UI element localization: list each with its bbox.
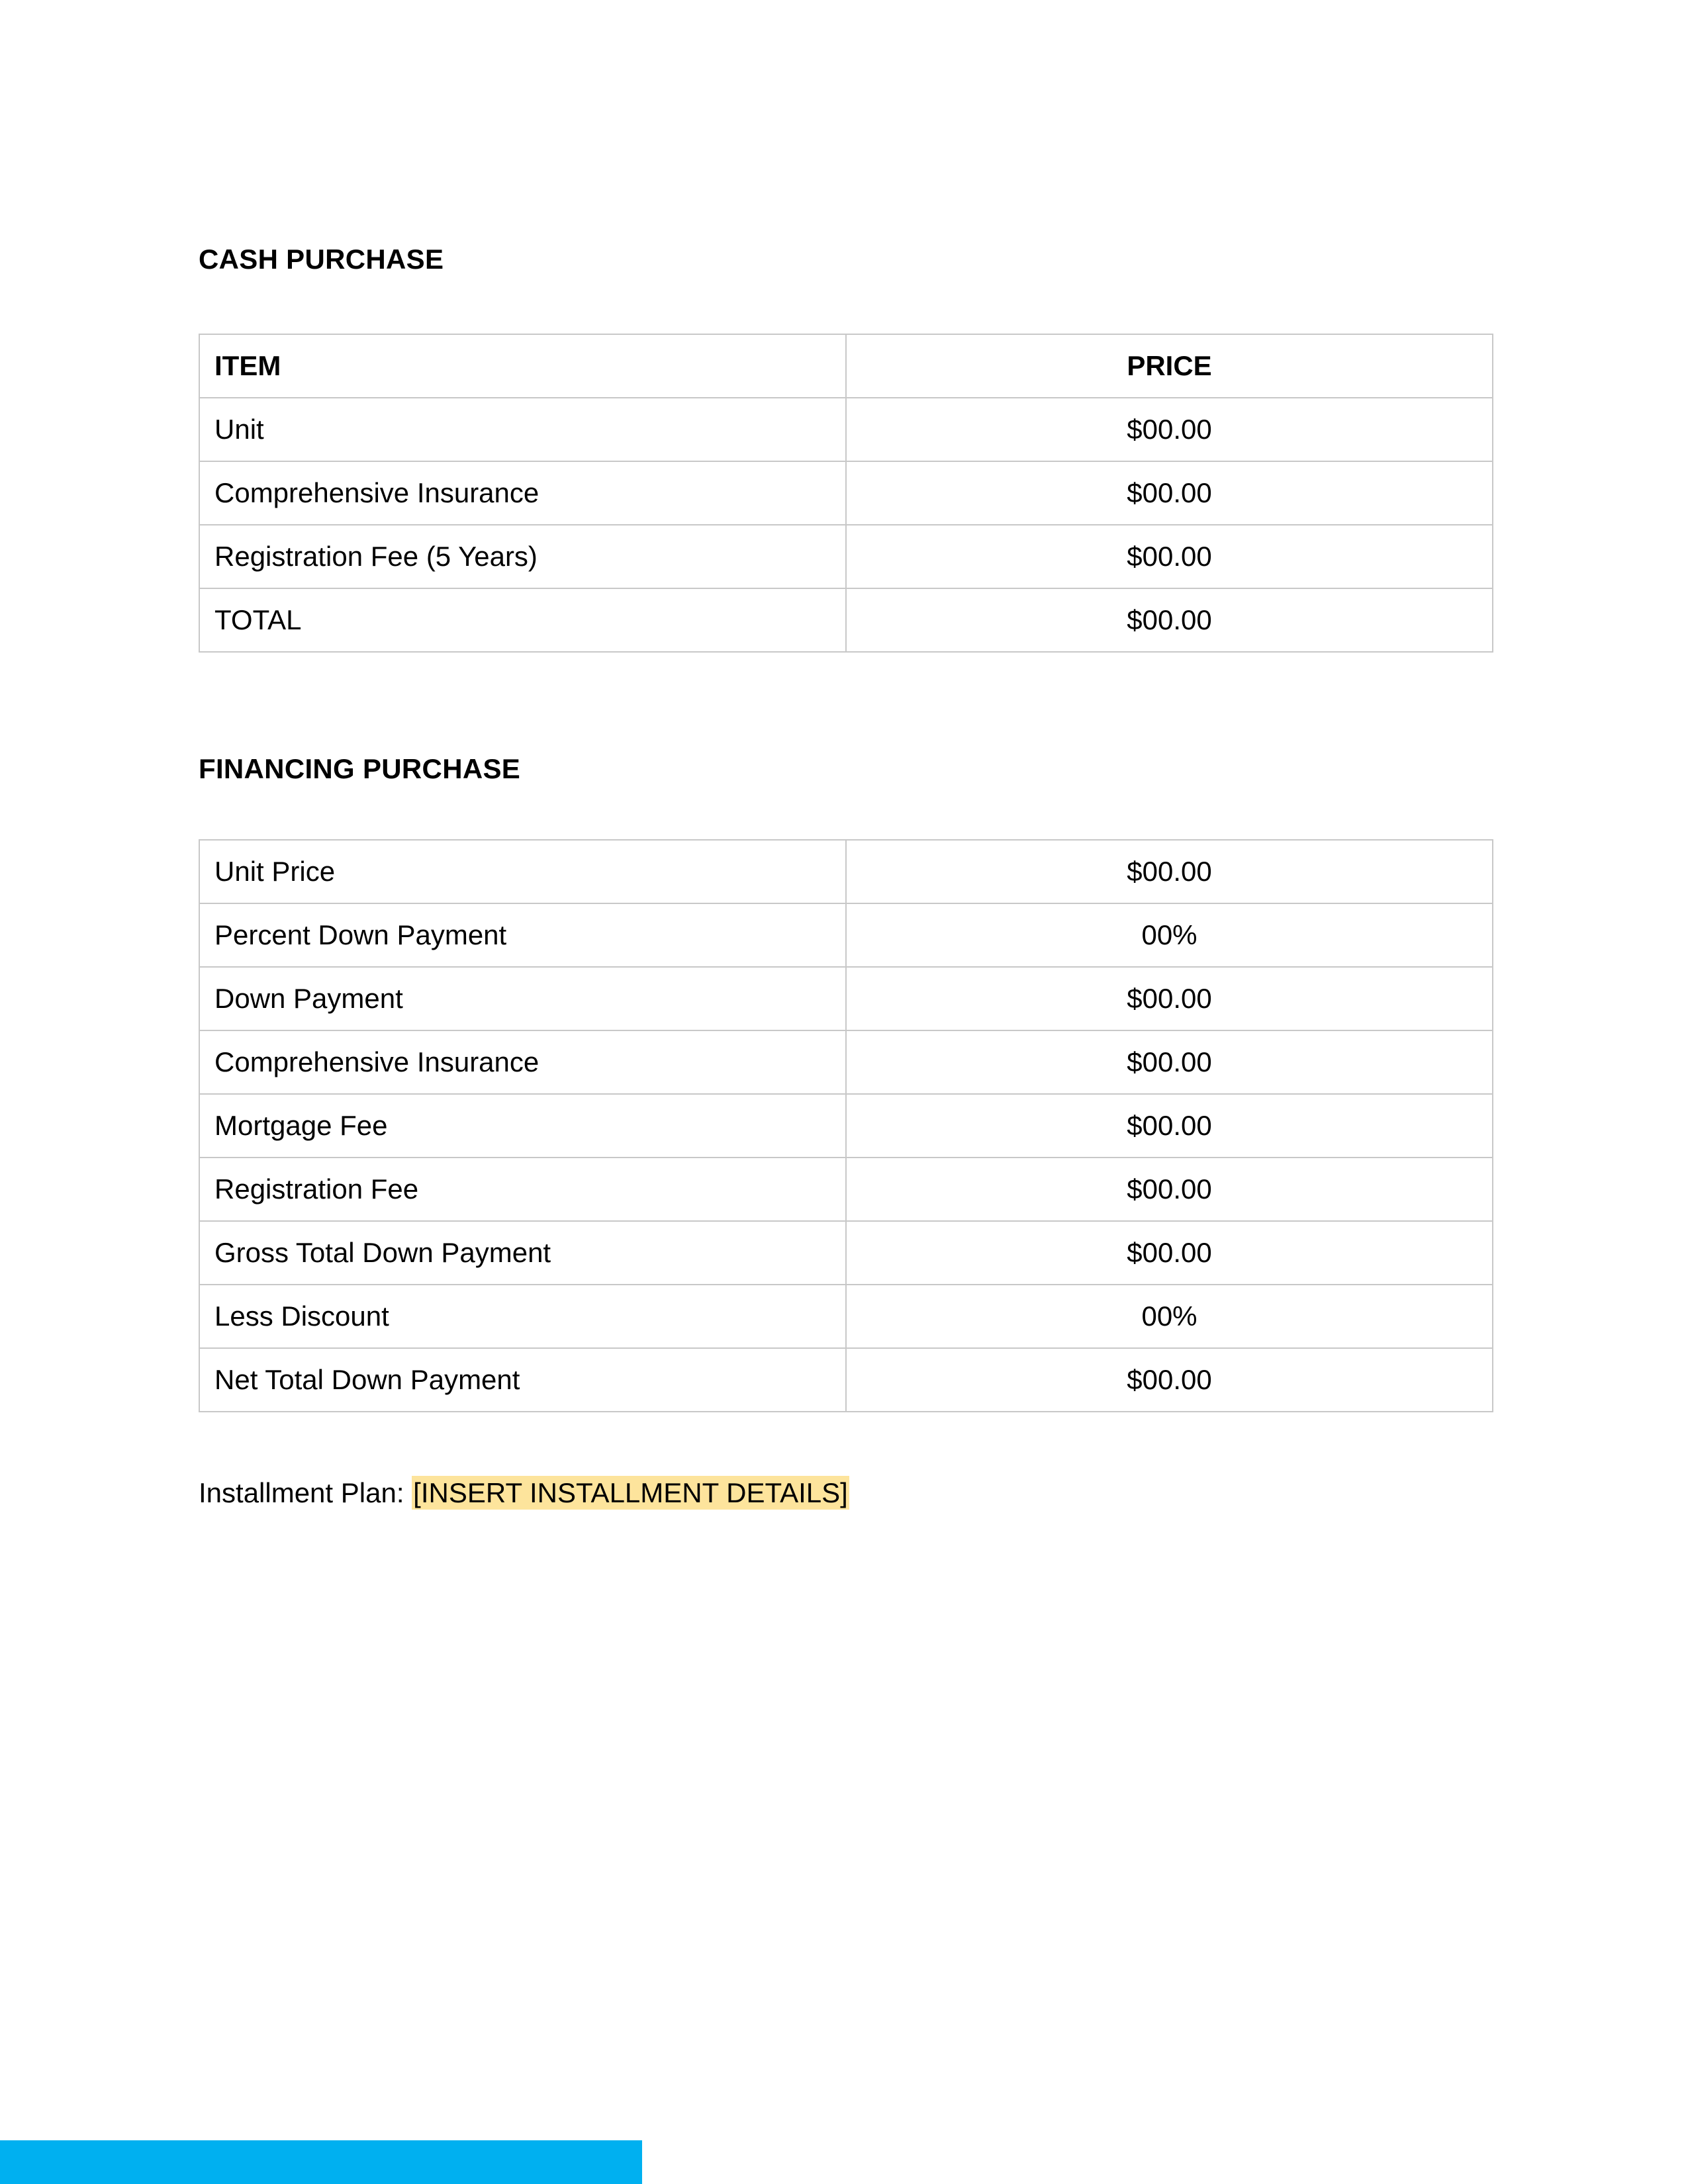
installment-plan-line [199,1477,849,1509]
installment-plan-label: Installment Plan: [199,1477,404,1508]
table-row [199,1285,1493,1348]
price-cell: $00.00 [846,840,1493,903]
price-cell: $00.00 [846,967,1493,1030]
price-cell: 00% [846,903,1493,967]
financing-purchase-heading: FINANCING PURCHASE [199,753,521,784]
item-cell: Registration Fee [199,1158,846,1221]
table-header-row [199,334,1493,398]
price-cell: $00.00 [846,588,1493,652]
price-cell: $00.00 [846,398,1493,461]
table-row [199,840,1493,903]
item-cell: Comprehensive Insurance [199,461,846,525]
item-cell: Unit [199,398,846,461]
price-cell: $00.00 [846,1158,1493,1221]
item-cell: Comprehensive Insurance [199,1030,846,1094]
price-cell: $00.00 [846,1030,1493,1094]
price-cell: 00% [846,1285,1493,1348]
table-row [199,1158,1493,1221]
price-cell: $00.00 [846,1348,1493,1412]
table-row [199,1348,1493,1412]
item-cell: Gross Total Down Payment [199,1221,846,1285]
item-cell: Net Total Down Payment [199,1348,846,1412]
table-row [199,398,1493,461]
item-column-header: ITEM [199,334,846,398]
price-cell: $00.00 [846,525,1493,588]
financing-purchase-table [199,839,1493,1412]
table-row [199,588,1493,652]
item-cell: Percent Down Payment [199,903,846,967]
table-row [199,1030,1493,1094]
table-row [199,967,1493,1030]
table-row [199,903,1493,967]
price-cell: $00.00 [846,1094,1493,1158]
item-cell: Registration Fee (5 Years) [199,525,846,588]
item-cell: Mortgage Fee [199,1094,846,1158]
item-cell: TOTAL [199,588,846,652]
price-cell: $00.00 [846,1221,1493,1285]
table-row [199,525,1493,588]
cash-purchase-heading: CASH PURCHASE [199,244,444,275]
cash-purchase-table [199,334,1493,653]
price-column-header: PRICE [846,334,1493,398]
table-row [199,461,1493,525]
table-row [199,1094,1493,1158]
installment-details-placeholder: [INSERT INSTALLMENT DETAILS] [413,1477,848,1508]
item-cell: Unit Price [199,840,846,903]
price-cell: $00.00 [846,461,1493,525]
item-cell: Less Discount [199,1285,846,1348]
table-row [199,1221,1493,1285]
item-cell: Down Payment [199,967,846,1030]
footer-accent-bar [0,2140,642,2184]
